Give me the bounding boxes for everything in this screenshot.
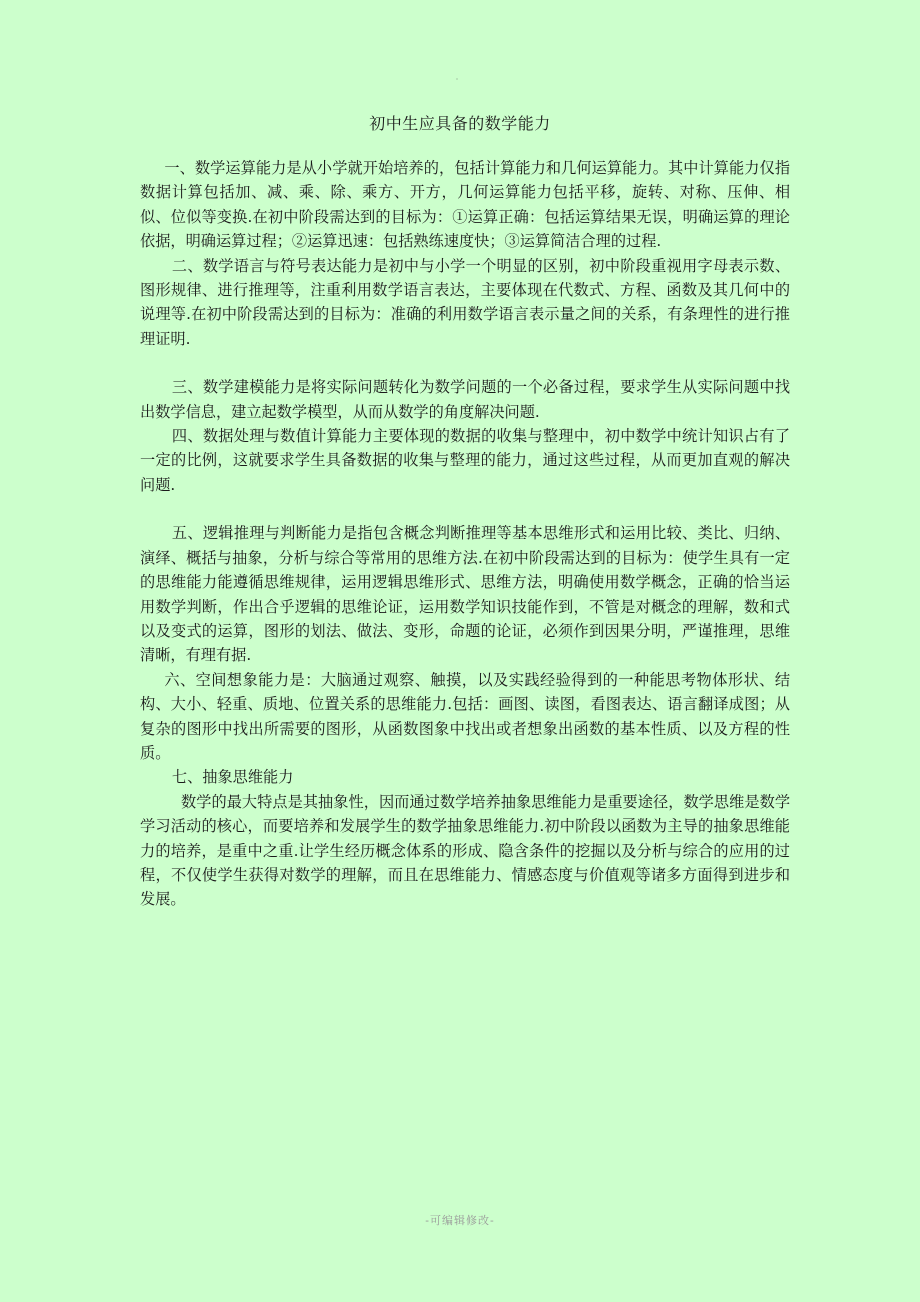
paragraph-7-abstract: 数学的最大特点是其抽象性，因而通过数学培养抽象思维能力是重要途径，数学思维是数学学习活动的核心，而要培养和发展学生的数学抽象思维能力.初中阶段以函数为主导的抽象思维能力的培养，是重中之重.让学生经历概念体系的形成、隐含条件的挖掘以及分析与综合的应用的过程，不仅使学生获得对数学的理解，而且在思维能力、情感态度与价值观等诸多方面得到进步和发展。 <box>140 792 790 909</box>
paragraph-gap <box>140 497 790 521</box>
document-body <box>140 156 790 912</box>
footer-note: -可编辑修改- <box>425 1214 495 1227</box>
paragraph-3-modeling: 三、数学建模能力是将实际问题转化为数学问题的一个必备过程，要求学生从实际问题中找出数学信息，建立起数学模型，从而从数学的角度解决问题. <box>140 378 790 421</box>
paragraph-6-spatial: 六、空间想象能力是：大脑通过观察、触摸，以及实践经验得到的一种能思考物体形状、结构、大小、轻重、质地、位置关系的思维能力.包括：画图、读图，看图表达、语言翻译成图；从复杂的图形中找出所需要的图形，从函数图象中找出或者想象出函数的基本性质、以及方程的性质。 <box>140 670 790 762</box>
paragraph-2-language: 二、数学语言与符号表达能力是初中与小学一个明显的区别，初中阶段重视用字母表示数、图形规律、进行推理等，注重利用数学语言表达，主要体现在代数式、方程、函数及其几何中的说理等.在初中阶段需达到的目标为：准确的利用数学语言表示量之间的关系，有条理性的进行推理证明. <box>140 256 790 348</box>
document-title: 初中生应具备的数学能力 <box>369 114 551 133</box>
paragraph-5-logic: 五、逻辑推理与判断能力是指包含概念判断推理等基本思维形式和运用比较、类比、归纳、演绎、概括与抽象，分析与综合等常用的思维方法.在初中阶段需达到的目标为：使学生具有一定的思维能力能遵循思维规律，运用逻辑思维形式、思维方法，明确使用数学概念，正确的恰当运用数学判断，作出合乎逻辑的思维论证，运用数学知识技能作到，不管是对概念的理解，数和式以及变式的运算，图形的划法、做法、变形，命题的论证，必须作到因果分明，严谨推理，思维清晰，有理有据. <box>140 524 790 665</box>
paragraph-1-arithmetic: 一、数学运算能力是从小学就开始培养的，包括计算能力和几何运算能力。其中计算能力仅指数据计算包括加、减、乘、除、乘方、开方，几何运算能力包括平移，旋转、对称、压伸、相似、位似等变换.在初中阶段需达到的目标为：①运算正确：包括运算结果无误，明确运算的理论依据，明确运算过程；②运算迅速：包括熟练速度快；③运算简洁合理的过程. <box>140 159 790 251</box>
paragraph-gap <box>140 351 790 375</box>
decorative-dot <box>456 78 458 80</box>
paragraph-4-data-processing: 四、数据处理与数值计算能力主要体现的数据的收集与整理中，初中数学中统计知识占有了一定的比例，这就要求学生具备数据的收集与整理的能力，通过这些过程，从而更加直观的解决问题. <box>140 427 790 494</box>
section-7-heading: 七、抽象思维能力 <box>171 768 294 787</box>
